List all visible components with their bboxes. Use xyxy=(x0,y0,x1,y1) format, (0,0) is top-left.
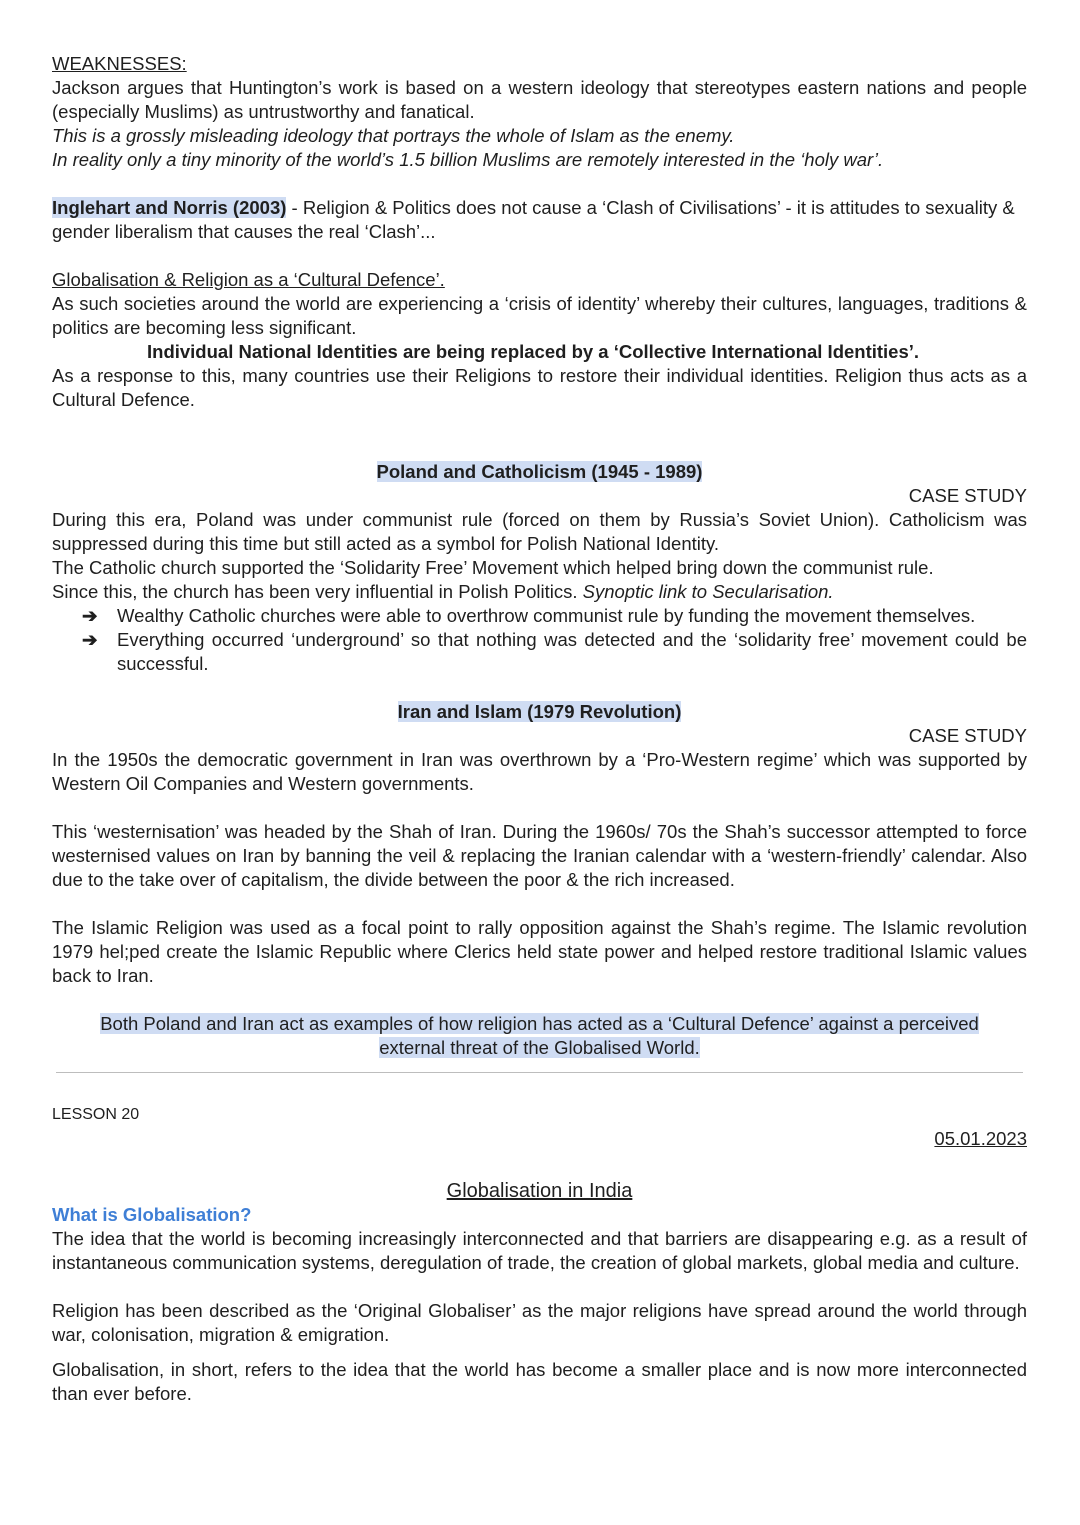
poland-paragraph-2: The Catholic church supported the ‘Solidarity Free’ Movement which helped bring down the communist rule. xyxy=(52,557,934,578)
poland-title: Poland and Catholicism (1945 - 1989) xyxy=(376,461,703,482)
lesson-date: 05.01.2023 xyxy=(934,1128,1027,1149)
lesson-question: What is Globalisation? xyxy=(52,1204,252,1225)
poland-paragraph-3 xyxy=(52,580,1027,604)
poland-paragraph-3-text: Since this, the church has been very influential in Polish Politics. xyxy=(52,581,583,602)
lesson-title: Globalisation in India xyxy=(446,1180,633,1202)
summary-text-2: external threat of the Globalised World. xyxy=(379,1037,700,1058)
arrow-icon: ➔ xyxy=(82,605,98,626)
poland-bullet-list xyxy=(52,604,1027,676)
cultural-defence-heading: Globalisation & Religion as a ‘Cultural Defence’. xyxy=(52,269,445,290)
iran-title: Iran and Islam (1979 Revolution) xyxy=(397,701,682,722)
cultural-defence-bold-statement: Individual National Identities are being replaced by a ‘Collective International Identities’. xyxy=(147,341,920,362)
synoptic-link: Synoptic link to Secularisation. xyxy=(582,581,834,602)
cultural-defence-paragraph-2: As a response to this, many countries use their Religions to restore their individual identities. Religion thus acts as a Cultural Defence. xyxy=(52,365,1027,410)
inglehart-paragraph xyxy=(52,196,1027,244)
poland-case-study-tag: CASE STUDY xyxy=(908,485,1027,506)
weaknesses-paragraph: Jackson argues that Huntington’s work is based on a western ideology that stereotypes eastern nations and people (especially Muslims) as untrustworthy and fanatical. xyxy=(52,77,1027,122)
weaknesses-heading: WEAKNESSES: xyxy=(52,53,187,74)
document-page xyxy=(52,52,1027,1406)
inglehart-reference: Inglehart and Norris (2003) xyxy=(52,197,287,218)
iran-paragraph-3: The Islamic Religion was used as a focal point to rally opposition against the Shah’s regime. The Islamic revolution 1979 hel;ped create the Islamic Republic where Clerics held state power and helped restore traditional Islamic values back to Iran. xyxy=(52,917,1027,986)
bullet-text: Everything occurred ‘underground’ so that nothing was detected and the ‘solidarity free’ movement could be successful. xyxy=(117,629,1027,674)
summary-text-1: Both Poland and Iran act as examples of how religion has acted as a ‘Cultural Defence’ against a perceived xyxy=(100,1013,979,1034)
bullet-text: Wealthy Catholic churches were able to overthrow communist rule by funding the movement themselves. xyxy=(117,605,976,626)
iran-paragraph-2: This ‘westernisation’ was headed by the Shah of Iran. During the 1960s/ 70s the Shah’s successor attempted to force westernised values on Iran by banning the veil & replacing the Iranian calendar with a ‘western-friendly’ calendar. Also due to the take over of capitalism, the divide between the poor & the rich increased. xyxy=(52,821,1027,890)
lesson-paragraph-1: The idea that the world is becoming increasingly interconnected and that barriers are disappearing e.g. as a result of instantaneous communication systems, deregulation of trade, the creation of global markets, global media and culture. xyxy=(52,1228,1027,1273)
list-item xyxy=(82,628,1027,676)
poland-paragraph-1: During this era, Poland was under communist rule (forced on them by Russia’s Soviet Union). Catholicism was suppressed during this time but still acted as a symbol for Polish National Identity. xyxy=(52,509,1027,554)
cultural-defence-paragraph-1: As such societies around the world are experiencing a ‘crisis of identity’ whereby their cultures, languages, traditions & politics are becoming less significant. xyxy=(52,293,1027,338)
iran-title-row xyxy=(52,700,1027,724)
summary-line-2 xyxy=(52,1036,1027,1060)
iran-paragraph-1: In the 1950s the democratic government in Iran was overthrown by a ‘Pro-Western regime’ which was supported by Western Oil Companies and Western governments. xyxy=(52,749,1027,794)
weaknesses-italic-1: This is a grossly misleading ideology that portrays the whole of Islam as the enemy. xyxy=(52,125,735,146)
lesson-label: LESSON 20 xyxy=(52,1106,140,1123)
iran-case-study-tag: CASE STUDY xyxy=(908,725,1027,746)
inglehart-text: - Religion & Politics does not cause a ‘Clash of Civilisations’ - it is attitudes to sexuality & gender liberalism that causes the real ‘Clash’... xyxy=(52,197,1015,242)
lesson-paragraph-2: Religion has been described as the ‘Original Globaliser’ as the major religions have spread around the world through war, colonisation, migration & emigration. xyxy=(52,1300,1027,1345)
poland-title-row xyxy=(52,460,1027,484)
summary-line-1 xyxy=(52,1012,1027,1036)
list-item xyxy=(82,604,1027,628)
arrow-icon: ➔ xyxy=(82,629,98,650)
lesson-paragraph-3: Globalisation, in short, refers to the idea that the world has become a smaller place and is now more interconnected than ever before. xyxy=(52,1359,1027,1404)
weaknesses-italic-2: In reality only a tiny minority of the world’s 1.5 billion Muslims are remotely interested in the ‘holy war’. xyxy=(52,149,884,170)
